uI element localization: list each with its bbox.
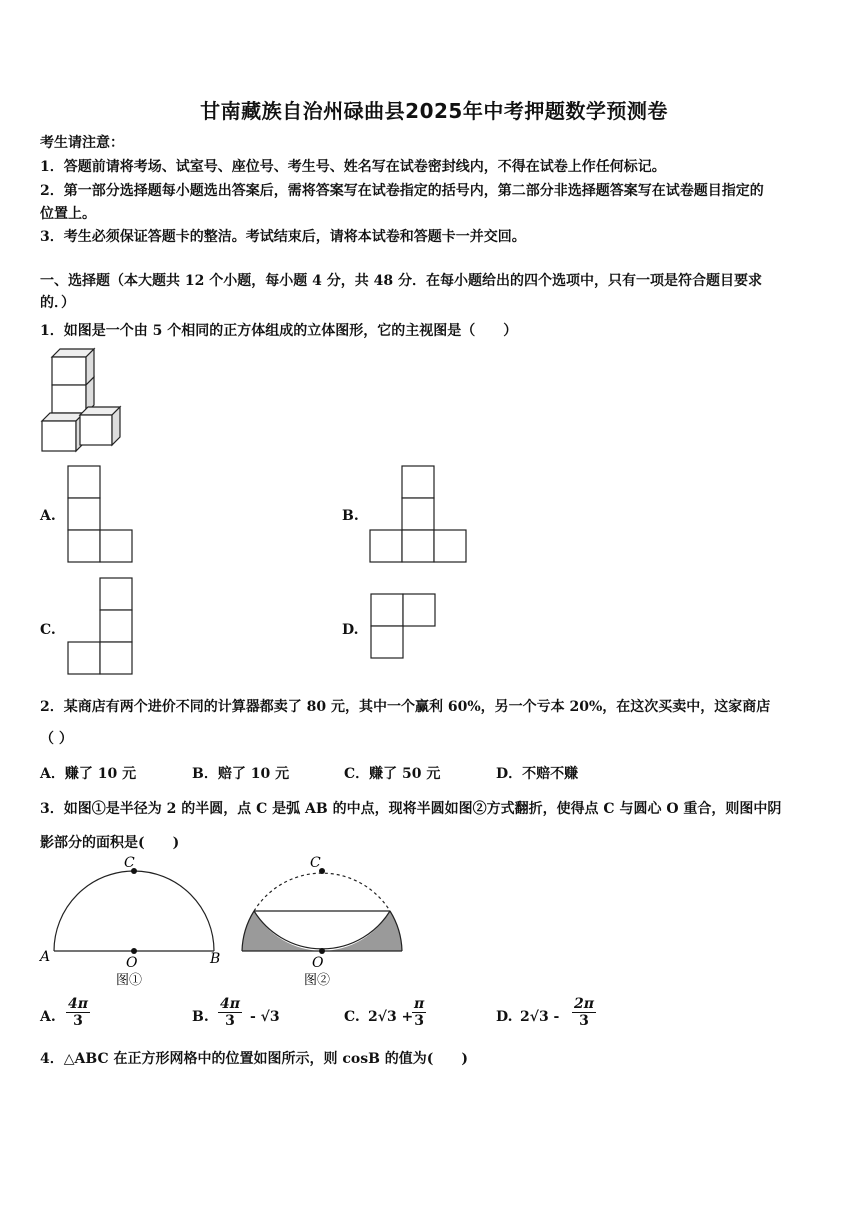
q3-stem-2: 影部分的面积是( )	[40, 835, 180, 851]
figure-1-caption: 图①	[116, 973, 143, 988]
q2-option-b: B．赔了 10 元	[192, 766, 290, 782]
fraction-numerator: 4π	[220, 996, 240, 1012]
q2-stem: 2．某商店有两个进价不同的计算器都卖了 80 元，其中一个赢利 60%，另一个亏本 20%，在这次买卖中，这家商店	[40, 699, 771, 715]
q1-stem: 1．如图是一个由 5 个相同的正方体组成的立体图形，它的主视图是（ ）	[40, 323, 518, 339]
q3-figure-2	[238, 853, 410, 988]
q3-figure-1	[38, 853, 228, 988]
q3-option-c-lead: 2√3 +	[368, 1009, 414, 1025]
q3-option-d-fraction	[572, 996, 596, 1029]
q2-paren: （ ）	[40, 731, 73, 747]
section1-line1: 一、选择题（本大题共 12 个小题，每小题 4 分，共 48 分．在每小题给出的四个选项中，只有一项是符合题目要求	[40, 273, 762, 289]
point-o	[131, 948, 137, 954]
label-o: O	[312, 955, 324, 971]
notice-item-2-cont: 位置上。	[40, 206, 96, 222]
fraction-numerator: 2π	[574, 996, 594, 1012]
label-o: O	[126, 955, 138, 971]
point-o	[319, 948, 325, 954]
q1-option-d-figure	[369, 592, 439, 662]
fraction-numerator: 4π	[68, 996, 88, 1012]
label-c: C	[124, 855, 135, 871]
q3-option-a-fraction	[66, 996, 90, 1029]
fraction-denominator: 3	[414, 1013, 424, 1029]
notice-item-2: 2．第一部分选择题每小题选出答案后，需将答案写在试卷指定的括号内，第二部分非选择题答案写在试卷题目指定的	[40, 183, 764, 199]
fraction-denominator: 3	[579, 1013, 589, 1029]
q1-solid-figure	[38, 345, 128, 455]
q1-option-d-label: D.	[342, 622, 359, 638]
page-title: 甘南藏族自治州碌曲县2025年中考押题数学预测卷	[200, 99, 668, 123]
q4-stem: 4．△ABC 在正方形网格中的位置如图所示，则 cosB 的值为( )	[40, 1051, 469, 1067]
q1-option-c-figure	[66, 576, 136, 678]
fraction-numerator: π	[414, 996, 425, 1012]
q1-option-b-figure	[368, 464, 468, 564]
label-b: B	[210, 951, 221, 967]
q3-option-d-label: D.	[496, 1009, 513, 1025]
q3-option-c-fraction	[412, 996, 426, 1029]
q2-option-a: A．赚了 10 元	[40, 766, 137, 782]
figure-2-caption: 图②	[304, 973, 331, 988]
q3-option-d-lead: 2√3 -	[520, 1009, 560, 1025]
notice-item-3: 3．考生必须保证答题卡的整洁。考试结束后，请将本试卷和答题卡一并交回。	[40, 229, 526, 245]
fraction-denominator: 3	[73, 1013, 83, 1029]
notice-heading: 考生请注意：	[40, 135, 124, 151]
notice-item-1: 1．答题前请将考场、试室号、座位号、考生号、姓名写在试卷密封线内，不得在试卷上作任何标记。	[40, 159, 666, 175]
fraction-denominator: 3	[225, 1013, 235, 1029]
q2-option-d: D．不赔不赚	[496, 766, 579, 782]
section1-line2: 的．）	[40, 295, 75, 311]
q3-option-b-label: B.	[192, 1009, 209, 1025]
q1-option-a-figure	[66, 464, 136, 564]
q3-option-a-label: A.	[40, 1009, 56, 1025]
label-c: C	[310, 855, 321, 871]
q1-option-c-label: C.	[40, 622, 56, 638]
q2-option-c: C．赚了 50 元	[344, 766, 441, 782]
q3-option-b-tail: - √3	[250, 1009, 280, 1025]
label-a: A	[40, 949, 51, 965]
q3-stem-1: 3．如图①是半径为 2 的半圆，点 C 是弧 AB 的中点，现将半圆如图②方式翻折，使得点 C 与圆心 O 重合，则图中阴	[40, 801, 782, 817]
q1-option-a-label: A.	[40, 508, 56, 524]
q3-option-b-fraction	[218, 996, 242, 1029]
q1-option-b-label: B.	[342, 508, 359, 524]
q3-option-c-label: C.	[344, 1009, 360, 1025]
